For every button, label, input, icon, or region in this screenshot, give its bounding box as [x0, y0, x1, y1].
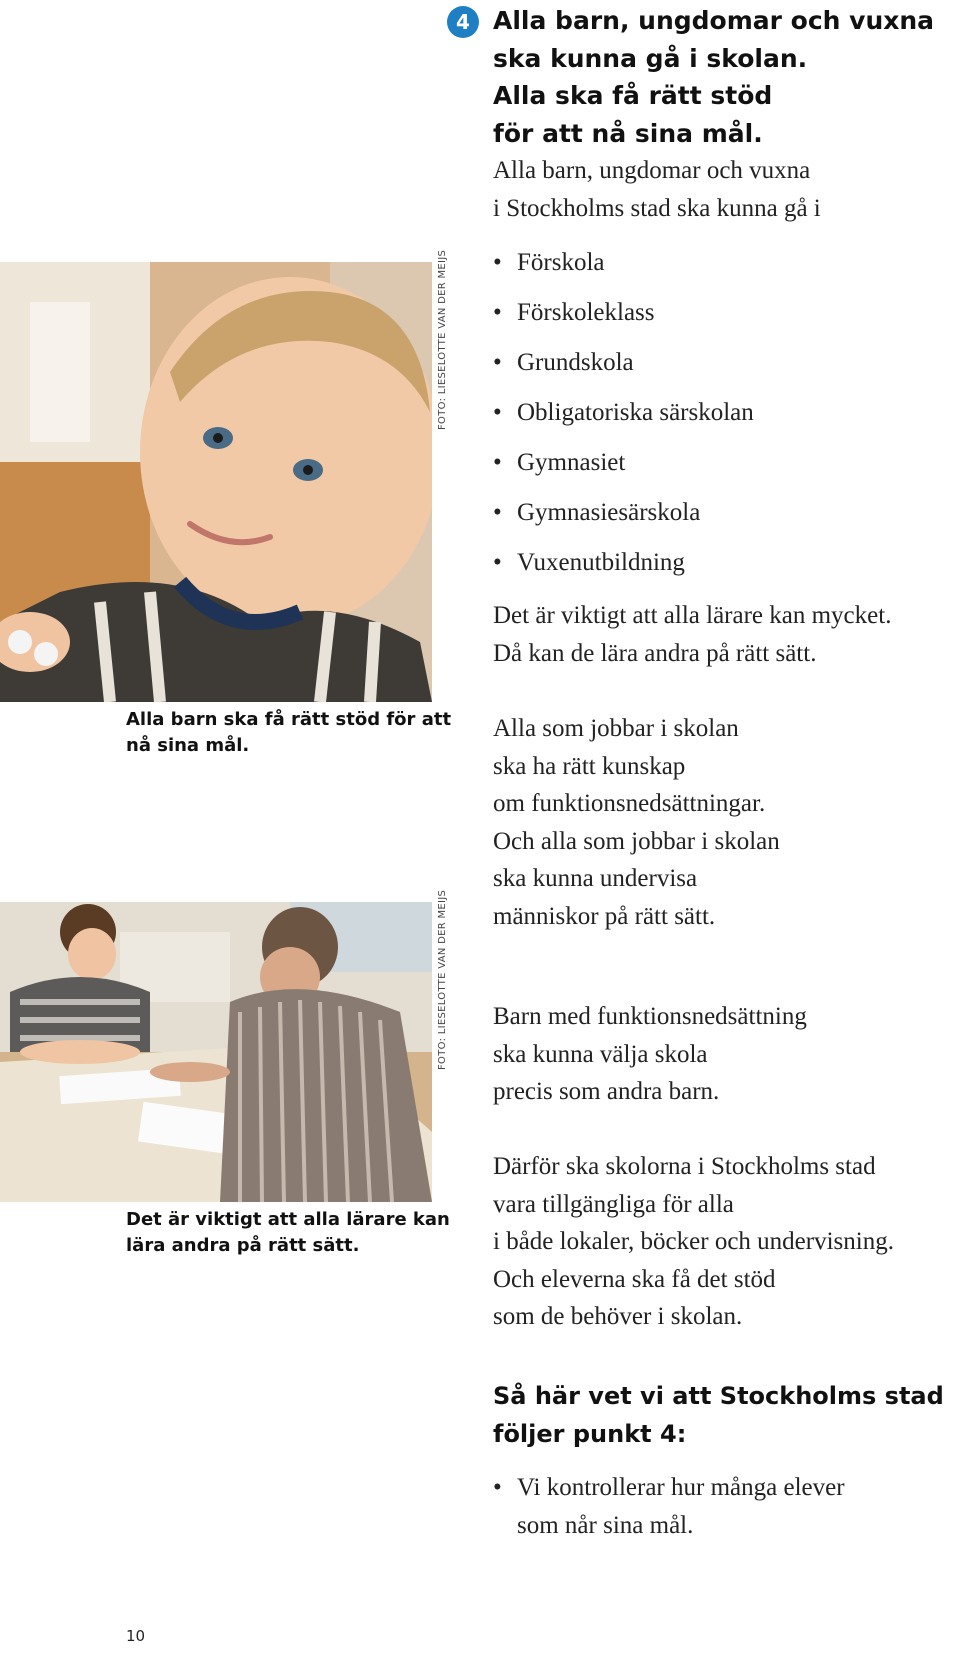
paragraph-line: i både lokaler, böcker och undervisning.: [493, 1228, 894, 1255]
bullet-icon: •: [493, 1474, 502, 1501]
list-item: [493, 294, 754, 344]
caption-line: lära andra på rätt sätt.: [126, 1235, 360, 1256]
paragraph-accessibility: [493, 1148, 960, 1336]
paragraph-line: som de behöver i skolan.: [493, 1303, 743, 1330]
paragraph-line: Alla som jobbar i skolan: [493, 715, 739, 742]
followup-heading: [493, 1378, 953, 1453]
caption-line: Det är viktigt att alla lärare kan: [126, 1209, 450, 1230]
intro-paragraph: [493, 152, 960, 227]
list-item-label: Förskoleklass: [517, 299, 655, 326]
paragraph-line: ska kunna undervisa: [493, 865, 698, 892]
section-heading: [493, 2, 953, 152]
bullet-icon: •: [493, 249, 502, 276]
section-number-badge: 4: [447, 6, 479, 38]
paragraph-knowledge: [493, 710, 960, 935]
bullet-icon: •: [493, 549, 502, 576]
photo-caption-2: [126, 1207, 456, 1259]
paragraph-line: Och eleverna ska få det stöd: [493, 1265, 776, 1293]
heading-line: för att nå sina mål.: [493, 118, 763, 148]
paragraph-line: precis som andra barn.: [493, 1078, 720, 1105]
intro-line: Alla barn, ungdomar och vuxna: [493, 157, 811, 184]
paragraph-line: människor på rätt sätt.: [493, 902, 716, 930]
photo-caption-1: [126, 707, 456, 759]
paragraph-line: vara tillgängliga för alla: [493, 1190, 734, 1218]
caption-line: nå sina mål.: [126, 735, 250, 756]
paragraph-line: Det är viktigt att alla lärare kan mycket.: [493, 602, 892, 629]
list-item-label: Grundskola: [517, 349, 634, 376]
paragraph-line: ska ha rätt kunskap: [493, 752, 686, 780]
photo-credit-1: FOTO: LIESELOTTE VAN DER MEIJS: [437, 249, 448, 430]
photo-credit-2: FOTO: LIESELOTTE VAN DER MEIJS: [437, 889, 448, 1070]
bullet-icon: •: [493, 349, 502, 376]
list-item: [493, 344, 754, 394]
intro-line: i Stockholms stad ska kunna gå i: [493, 194, 821, 222]
list-item: [493, 444, 754, 494]
bullet-icon: •: [493, 399, 502, 426]
school-forms-list: [493, 244, 754, 594]
page-number: 10: [126, 1627, 146, 1645]
list-item-label: Gymnasiet: [517, 449, 626, 476]
list-item-label: Förskola: [517, 249, 605, 276]
followup-list-item: [493, 1469, 845, 1544]
photo-child: [0, 262, 432, 702]
paragraph-choose-school: [493, 998, 960, 1111]
paragraph-line: om funktionsnedsättningar.: [493, 790, 766, 817]
list-item: [493, 494, 754, 544]
paragraph-teachers: [493, 597, 960, 672]
list-item: [493, 544, 754, 594]
followup-line: Vi kontrollerar hur många elever: [517, 1474, 845, 1501]
followup-line: som når sina mål.: [517, 1511, 694, 1539]
list-item-label: Vuxenutbildning: [517, 549, 685, 576]
paragraph-line: Därför ska skolorna i Stockholms stad: [493, 1153, 876, 1180]
list-item-label: Gymnasiesärskola: [517, 499, 701, 526]
bullet-icon: •: [493, 449, 502, 476]
photo-teacher-student: [0, 902, 432, 1202]
list-item: [493, 244, 754, 294]
bullet-icon: •: [493, 299, 502, 326]
paragraph-line: Barn med funktionsnedsättning: [493, 1003, 807, 1030]
followup-heading-line: följer punkt 4:: [493, 1419, 687, 1448]
paragraph-line: ska kunna välja skola: [493, 1040, 708, 1068]
list-item: [493, 394, 754, 444]
bullet-icon: •: [493, 499, 502, 526]
list-item-label: Obligatoriska särskolan: [517, 399, 754, 426]
heading-line: Alla ska få rätt stöd: [493, 81, 773, 110]
heading-line: ska kunna gå i skolan.: [493, 43, 808, 73]
paragraph-line: Och alla som jobbar i skolan: [493, 827, 780, 855]
followup-heading-line: Så här vet vi att Stockholms stad: [493, 1382, 944, 1410]
heading-line: Alla barn, ungdomar och vuxna: [493, 6, 935, 35]
caption-line: Alla barn ska få rätt stöd för att: [126, 709, 452, 730]
paragraph-line: Då kan de lära andra på rätt sätt.: [493, 639, 817, 667]
